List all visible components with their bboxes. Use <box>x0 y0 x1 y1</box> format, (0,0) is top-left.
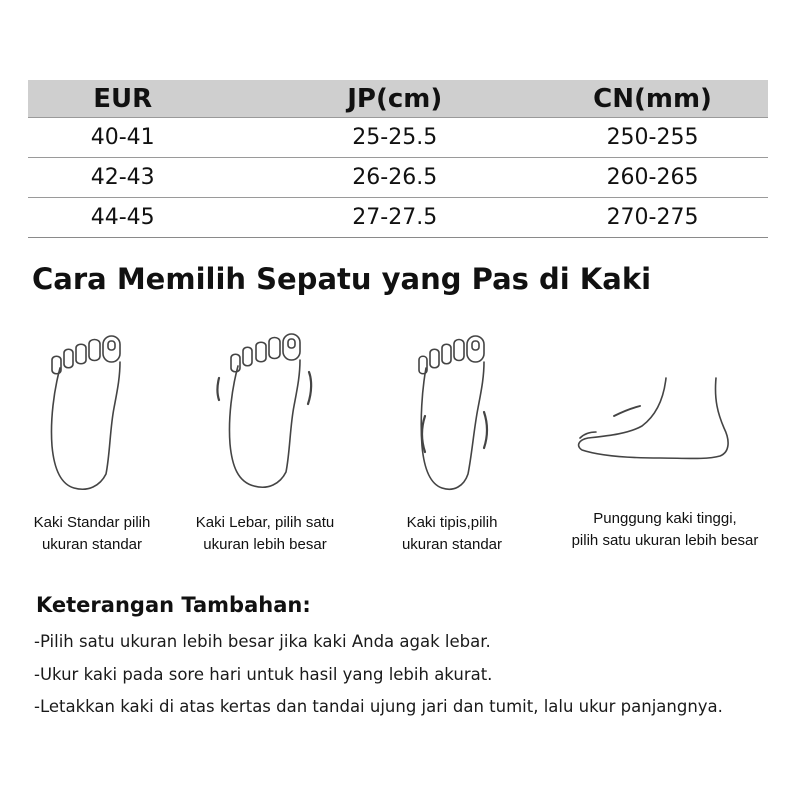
high-instep-foot-icon <box>570 370 740 465</box>
foot-caption-line: Kaki Standar pilih <box>33 514 151 531</box>
column-header-jp: JP(cm) <box>227 80 537 118</box>
foot-caption-line: Kaki Lebar, pilih satu <box>195 514 335 531</box>
foot-caption-line: ukuran standar <box>41 536 143 553</box>
thin-foot-icon <box>408 328 500 493</box>
note-item: -Letakkan kaki di atas kertas dan tandai ujung jari dan tumit, lalu ukur panjangnya. <box>34 697 723 716</box>
column-header-cn: CN(mm) <box>537 80 768 118</box>
foot-caption-wide <box>185 512 345 556</box>
standard-foot-icon <box>40 328 130 493</box>
table-cell-eur: 44-45 <box>28 198 227 238</box>
foot-caption-line: ukuran lebih besar <box>203 536 327 553</box>
table-cell-cn: 270-275 <box>537 198 768 238</box>
table-cell-cn: 260-265 <box>537 158 768 198</box>
foot-caption-line: ukuran standar <box>401 536 503 553</box>
note-item: -Ukur kaki pada sore hari untuk hasil yang lebih akurat. <box>34 665 493 684</box>
table-cell-jp: 27-27.5 <box>227 198 537 238</box>
foot-caption-high-instep <box>560 508 770 552</box>
table-cell-jp: 25-25.5 <box>227 118 537 158</box>
section-title: Cara Memilih Sepatu yang Pas di Kaki <box>32 262 652 296</box>
size-chart-table <box>28 80 768 238</box>
wide-foot-icon <box>212 326 322 491</box>
column-header-eur: EUR <box>28 80 227 118</box>
table-cell-jp: 26-26.5 <box>227 158 537 198</box>
table-cell-eur: 40-41 <box>28 118 227 158</box>
foot-caption-thin <box>382 512 522 556</box>
table-row <box>28 118 768 158</box>
note-item: -Pilih satu ukuran lebih besar jika kaki Anda agak lebar. <box>34 632 491 651</box>
table-row <box>28 158 768 198</box>
table-row <box>28 198 768 238</box>
foot-caption-line: Kaki tipis,pilih <box>406 514 498 531</box>
table-header-row <box>28 80 768 118</box>
notes-title: Keterangan Tambahan: <box>36 593 311 617</box>
foot-caption-line: Punggung kaki tinggi, <box>593 510 737 527</box>
foot-caption-line: pilih satu ukuran lebih besar <box>571 532 759 549</box>
table-cell-cn: 250-255 <box>537 118 768 158</box>
foot-caption-standard <box>22 512 162 556</box>
table-cell-eur: 42-43 <box>28 158 227 198</box>
